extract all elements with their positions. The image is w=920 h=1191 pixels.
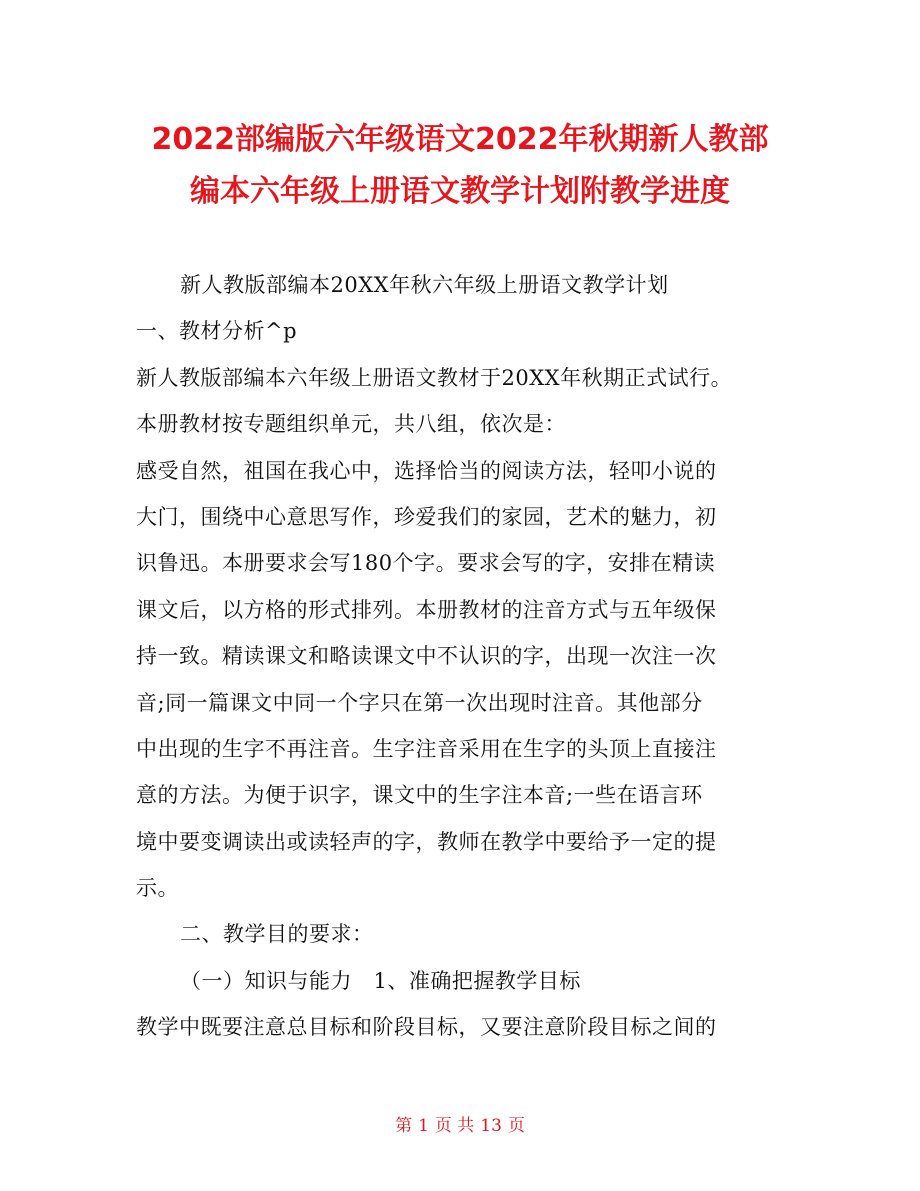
document-title-line-2: 编本六年级上册语文教学计划附教学进度 (190, 174, 730, 209)
footer-prefix: 第 (395, 1116, 413, 1136)
body-line-plan-title: 新人教版部编本20XX年秋六年级上册语文教学计划 (180, 273, 669, 297)
body-line: 中出现的生字不再注音。生字注音采用在生字的头顶上直接注 (136, 736, 717, 761)
footer-current-page: 1 (418, 1116, 429, 1136)
body-line: 音;同一篇课文中同一个字只在第一次出现时注音。其他部分 (136, 690, 703, 715)
body-line: 新人教版部编本六年级上册语文教材于20XX年秋期正式试行。 (136, 365, 733, 390)
body-line: 境中要变调读出或读轻声的字，教师在教学中要给予一定的提 (136, 829, 717, 854)
body-line: 感受自然，祖国在我心中，选择恰当的阅读方法，轻叩小说的 (136, 458, 717, 483)
body-line: 示。 (136, 876, 179, 901)
document-body (136, 262, 786, 1051)
document-title-line-1: 2022部编版六年级语文2022年秋期新人教部 (151, 122, 769, 157)
body-line-subsection-heading: （一）知识与能力 1、准确把握教学目标 (180, 968, 581, 993)
body-line-section-1-heading: 一、教材分析^p (136, 319, 298, 344)
body-line: 教学中既要注意总目标和阶段目标，又要注意阶段目标之间的 (136, 1015, 717, 1040)
body-line-section-2-heading: 二、教学目的要求： (180, 922, 374, 947)
body-line: 本册教材按专题组织单元，共八组，依次是： (136, 412, 566, 437)
body-line: 持一致。精读课文和略读课文中不认识的字，出现一次注一次 (136, 644, 717, 669)
body-line: 大门，围绕中心意思写作，珍爱我们的家园，艺术的魅力，初 (136, 504, 717, 529)
footer-mid: 页 共 (434, 1116, 475, 1136)
body-line: 课文后，以方格的形式排列。本册教材的注音方式与五年级保 (136, 597, 717, 622)
body-line: 识鲁迅。本册要求会写180个字。要求会写的字，安排在精读 (136, 551, 716, 576)
footer-suffix: 页 (507, 1116, 525, 1136)
page-footer (0, 1113, 920, 1139)
body-line: 意的方法。为便于识字，课文中的生字注本音;一些在语言环 (136, 783, 703, 808)
footer-total-pages: 13 (480, 1116, 502, 1136)
